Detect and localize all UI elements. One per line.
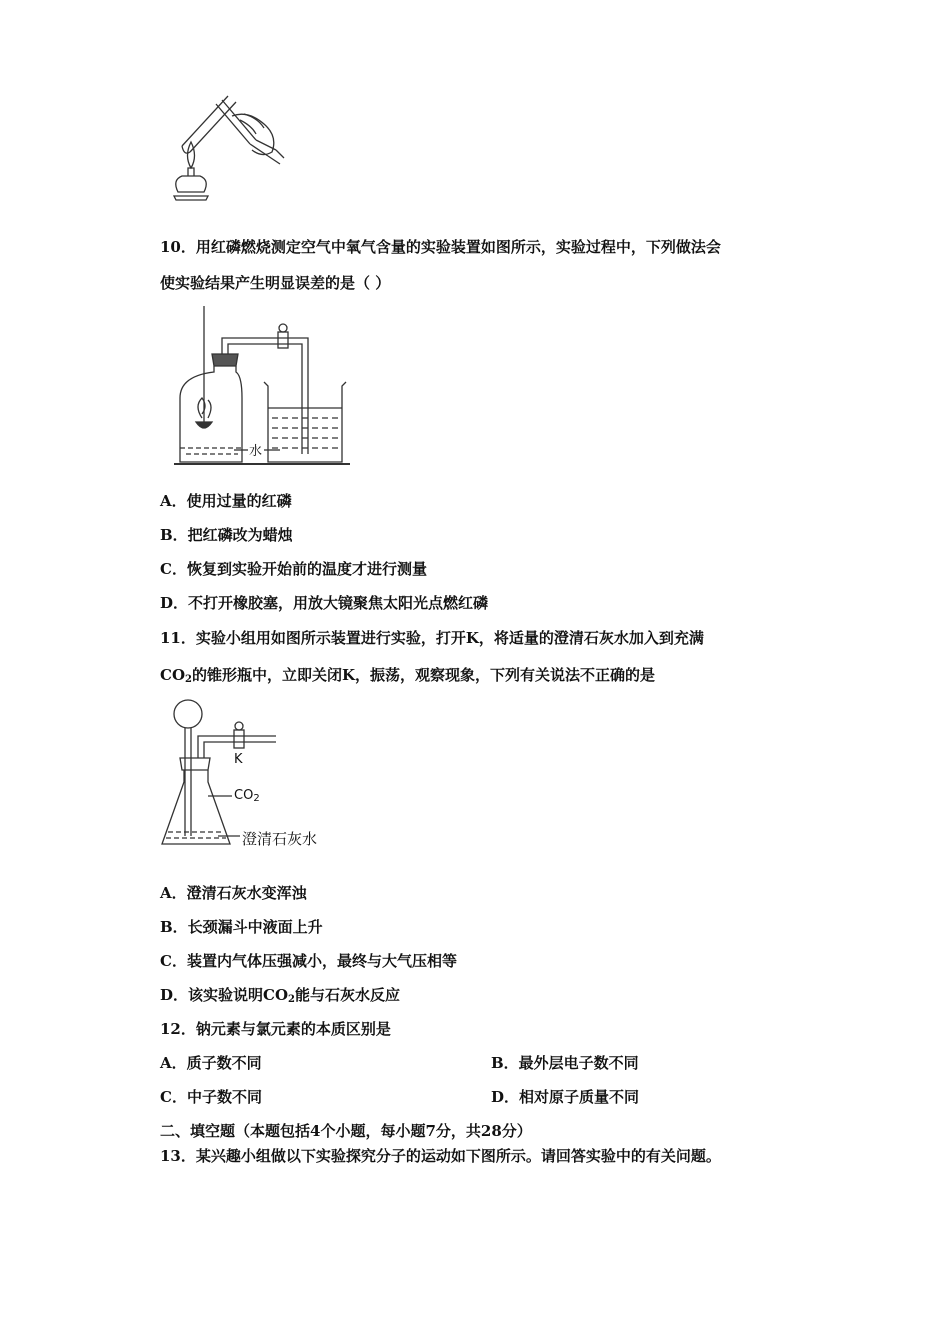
question-10-option-a: A．使用过量的红磷 [160,492,292,510]
question-11-option-d: D．该实验说明$CO_2$能与石灰水反应 [160,986,400,1005]
question-12-option-b: B．最外层电子数不同 [491,1054,639,1072]
test-tube-heating-figure [160,80,295,210]
water-label: 水 [249,444,263,459]
question-10-option-d: D．不打开橡胶塞，用放大镜聚焦太阳光点燃红磷 [160,594,489,612]
question-12-stem: 12．钠元素与氯元素的本质区别是 [160,1020,391,1038]
question-12-option-a: A．质子数不同 [160,1054,262,1072]
phosphorus-apparatus-figure [172,302,352,472]
section-2-heading: 二、填空题（本题包括4个小题，每小题7分，共28分） [160,1122,532,1140]
question-11-option-a: A．澄清石灰水变浑浊 [160,884,307,902]
limewater-label: 澄清石灰水 [242,830,318,848]
question-10-option-c: C．恢复到实验开始前的温度才进行测量 [160,560,427,578]
valve-k-label: K [234,752,243,767]
question-11-option-c: C．装置内气体压强减小，最终与大气压相等 [160,952,457,970]
question-10-stem-line2: 使实验结果产生明显误差的是（ ） [160,274,391,292]
question-10-option-b: B．把红磷改为蜡烛 [160,526,293,544]
co2-flask-figure [158,696,338,856]
question-11-stem-line2: $CO_2$的锥形瓶中，立即关闭K，振荡，观察现象，下列有关说法不正确的是 [160,666,656,685]
question-12-option-d: D．相对原子质量不同 [491,1088,640,1106]
question-11-option-b: B．长颈漏斗中液面上升 [160,918,323,936]
co2-label: $CO_2$ [234,788,260,804]
question-12-option-c: C．中子数不同 [160,1088,262,1106]
question-10-stem-line1: 10．用红磷燃烧测定空气中氧气含量的实验装置如图所示，实验过程中，下列做法会 [160,238,721,256]
question-11-stem-line1: 11．实验小组用如图所示装置进行实验，打开K，将适量的澄清石灰水加入到充满 [160,629,704,647]
question-13-stem: 13．某兴趣小组做以下实验探究分子的运动如下图所示。请回答实验中的有关问题。 [160,1147,721,1165]
